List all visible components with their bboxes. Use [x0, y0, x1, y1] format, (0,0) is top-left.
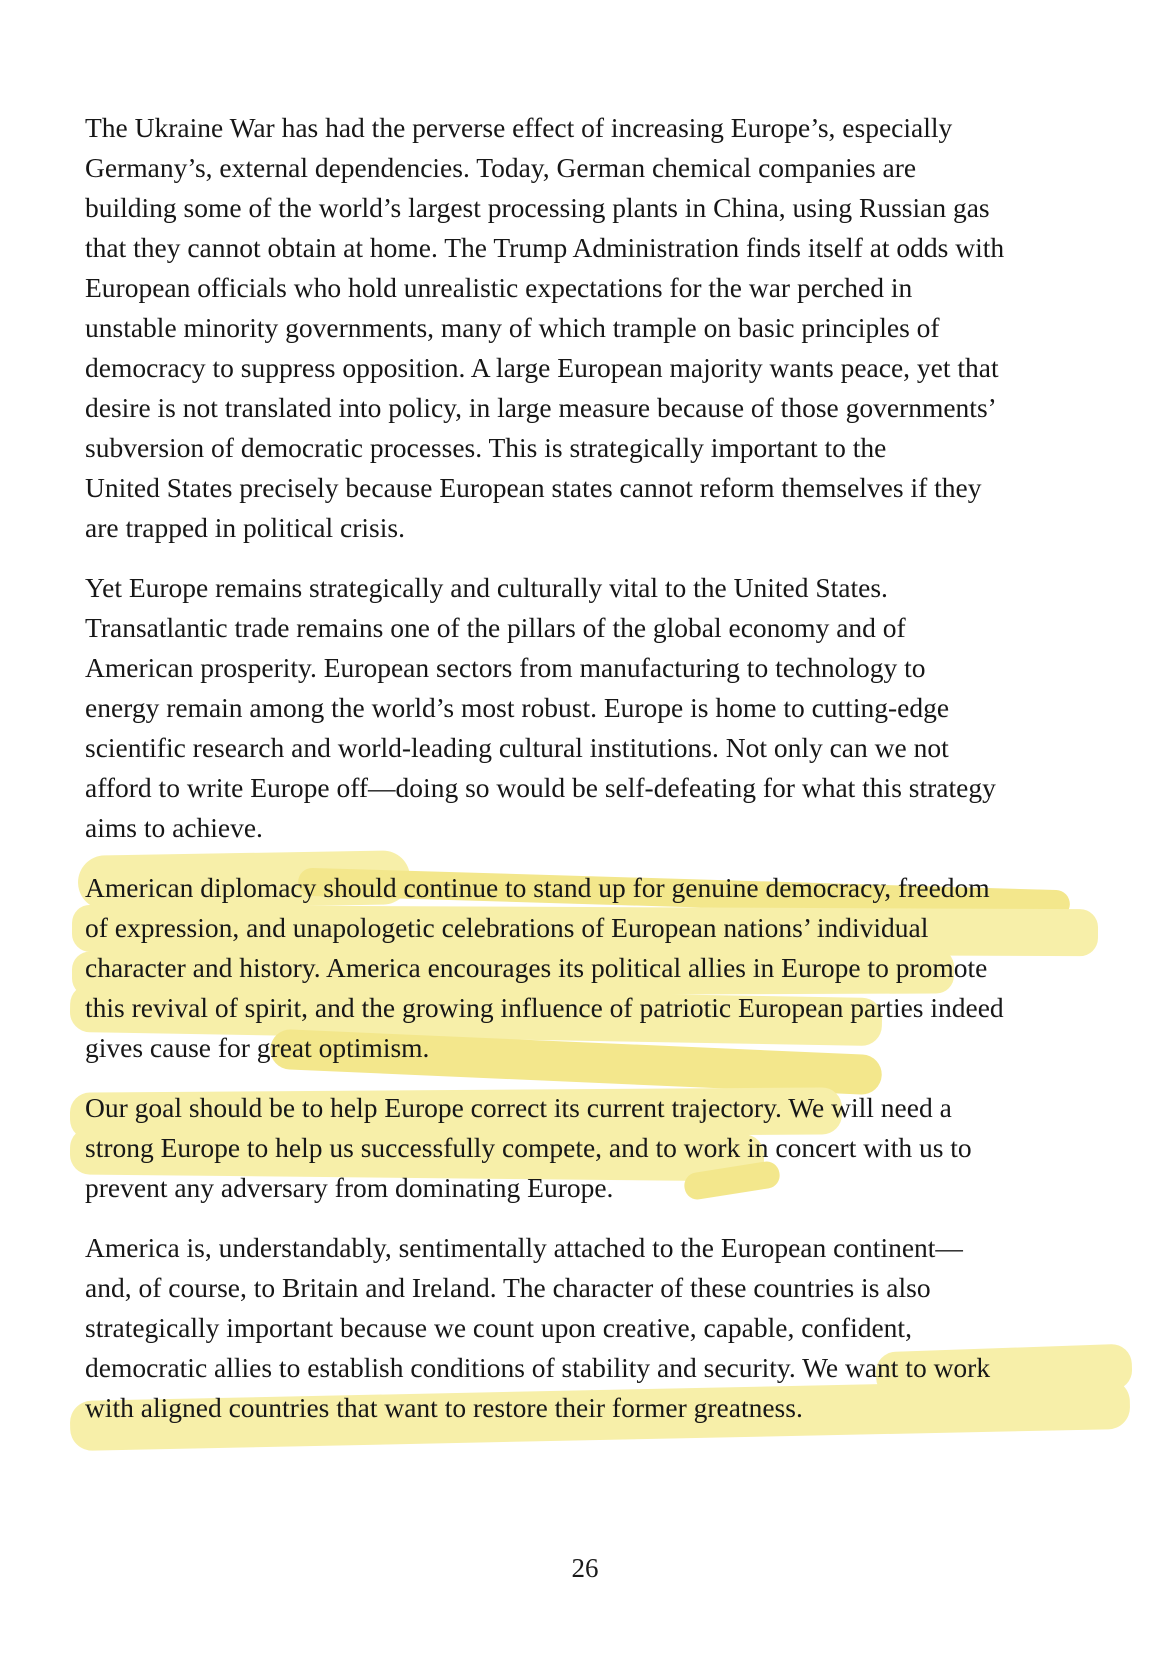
- text-line: desire is not translated into policy, in large measure because of those governments’: [85, 392, 997, 423]
- text-line: America is, understandably, sentimentally attached to the European continent—: [85, 1232, 963, 1263]
- text-line: prevent any adversary from dominating Europe.: [85, 1172, 614, 1203]
- text-line: Germany’s, external dependencies. Today, German chemical companies are: [85, 152, 917, 183]
- paragraph: [85, 1228, 1085, 1428]
- text-line: strong Europe to help us successfully compete, and to work in concert with us to: [85, 1132, 972, 1163]
- text-line: scientific research and world-leading cultural institutions. Not only can we not: [85, 732, 949, 763]
- text-line: unstable minority governments, many of which trample on basic principles of: [85, 312, 940, 343]
- text-line: energy remain among the world’s most robust. Europe is home to cutting-edge: [85, 692, 950, 723]
- text-line: are trapped in political crisis.: [85, 512, 405, 543]
- paragraph: [85, 568, 1085, 848]
- text-line: democracy to suppress opposition. A large European majority wants peace, yet that: [85, 352, 999, 383]
- text-line: character and history. America encourages its political allies in Europe to promote: [85, 952, 988, 983]
- paragraph: [85, 108, 1085, 548]
- text-line: The Ukraine War has had the perverse effect of increasing Europe’s, especially: [85, 112, 953, 143]
- page-number: 26: [571, 1553, 599, 1583]
- text-line: Our goal should be to help Europe correct its current trajectory. We will need a: [85, 1092, 952, 1123]
- text-line: afford to write Europe off—doing so would be self-defeating for what this strategy: [85, 772, 996, 803]
- text-line: strategically important because we count upon creative, capable, confident,: [85, 1312, 912, 1343]
- text-line: that they cannot obtain at home. The Trump Administration finds itself at odds with: [85, 232, 1005, 263]
- text-line: American diplomacy should continue to stand up for genuine democracy, freedom: [85, 872, 990, 903]
- text-line: Yet Europe remains strategically and culturally vital to the United States.: [85, 572, 888, 603]
- text-line: this revival of spirit, and the growing influence of patriotic European parties indeed: [85, 992, 1004, 1023]
- text-line: and, of course, to Britain and Ireland. The character of these countries is also: [85, 1272, 931, 1303]
- text-line: of expression, and unapologetic celebrations of European nations’ individual: [85, 912, 929, 943]
- text-line: United States precisely because European states cannot reform themselves if they: [85, 472, 982, 503]
- text-line: European officials who hold unrealistic expectations for the war perched in: [85, 272, 913, 303]
- text-line: building some of the world’s largest processing plants in China, using Russian gas: [85, 192, 990, 223]
- text-line: aims to achieve.: [85, 812, 263, 843]
- text-line: gives cause for great optimism.: [85, 1032, 430, 1063]
- text-line: democratic allies to establish conditions of stability and security. We want to work: [85, 1352, 991, 1383]
- paragraph: [85, 868, 1085, 1068]
- text-line: American prosperity. European sectors from manufacturing to technology to: [85, 652, 926, 683]
- text-line: subversion of democratic processes. This is strategically important to the: [85, 432, 887, 463]
- text-line: with aligned countries that want to restore their former greatness.: [85, 1392, 803, 1423]
- body-text: [85, 108, 1085, 1428]
- text-line: Transatlantic trade remains one of the pillars of the global economy and of: [85, 612, 906, 643]
- paragraph: [85, 1088, 1085, 1208]
